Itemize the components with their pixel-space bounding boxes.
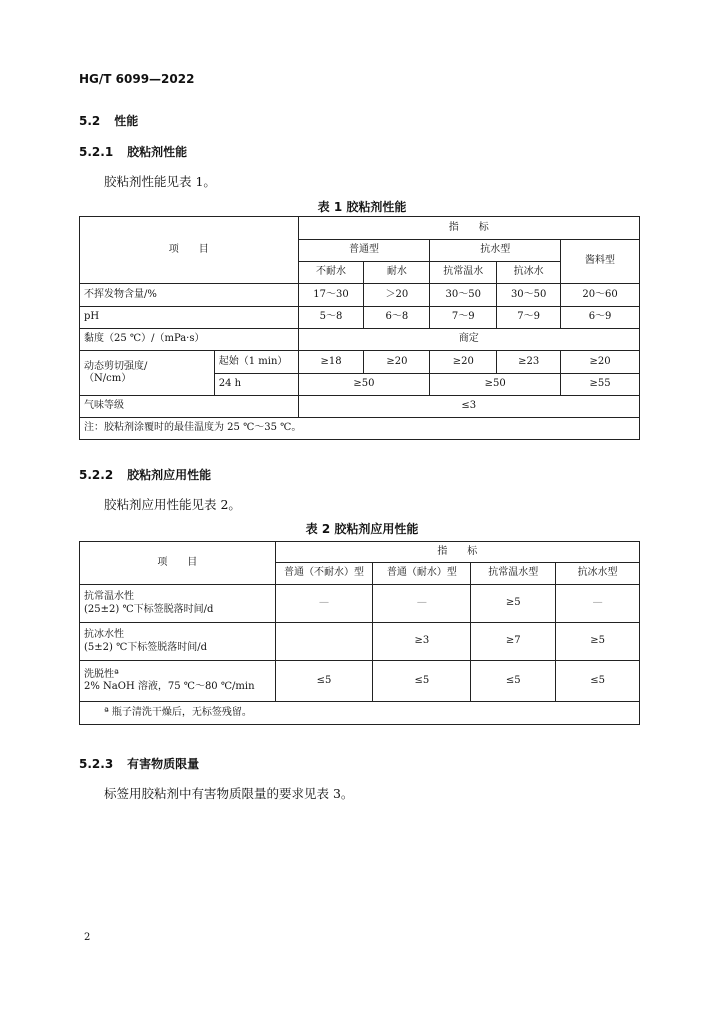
table-row: [80, 284, 640, 307]
row-sublabel: 起始（1 min）: [214, 351, 298, 374]
table-2: [79, 541, 640, 725]
standard-number: HG/T 6099—2022: [79, 72, 195, 86]
row-label: [80, 623, 276, 661]
t2-header-item: 项 目: [80, 542, 276, 585]
cell: ＞20: [364, 284, 430, 307]
t1-group-sauce: 酱料型: [561, 240, 640, 284]
t1-sub-col: 抗常温水: [430, 262, 497, 284]
cell: ≥20: [430, 351, 497, 374]
cell: 7～9: [497, 307, 561, 329]
table-row: [80, 585, 640, 623]
section-5-2-3-heading: [79, 755, 199, 772]
cell: ≥5: [471, 585, 556, 623]
cell: ≥50: [430, 374, 561, 396]
row-sublabel: 24 h: [214, 374, 298, 396]
row-label: [80, 661, 276, 702]
t1-sub-col: 不耐水: [298, 262, 364, 284]
cell: 20～60: [561, 284, 640, 307]
cell: 商定: [298, 329, 639, 351]
section-5-2-1-heading: [79, 143, 187, 160]
t1-sub-col: 抗冰水: [497, 262, 561, 284]
table-row: [80, 307, 640, 329]
section-title: 有害物质限量: [127, 757, 200, 771]
cell: 7～9: [430, 307, 497, 329]
section-5-2-2-text: 胶粘剂应用性能见表 2。: [104, 497, 241, 512]
section-5-2-3-text: 标签用胶粘剂中有害物质限量的要求见表 3。: [104, 786, 354, 801]
cell: ≥20: [561, 351, 640, 374]
row-label-line: 抗常温水性: [84, 591, 134, 602]
table-row: [80, 396, 640, 418]
t2-col-header: 普通（耐水）型: [373, 563, 471, 585]
cell: ≤5: [471, 661, 556, 702]
cell: —: [556, 585, 640, 623]
section-title: 性能: [114, 114, 139, 128]
row-label-line: 动态剪切强度/: [84, 360, 148, 372]
cell: ≥18: [298, 351, 364, 374]
t1-group-normal: 普通型: [298, 240, 430, 262]
table-2-footnote: ª 瓶子清洗干燥后，无标签残留。: [80, 702, 640, 725]
section-number: 5.2.1: [79, 145, 114, 159]
section-title: 胶粘剂性能: [127, 145, 188, 159]
section-5-2-heading: [79, 112, 138, 129]
row-label-line: (25±2) ℃下标签脱落时间/d: [84, 603, 214, 615]
row-label: 不挥发物含量/%: [80, 284, 299, 307]
table-1-note: 注：胶粘剂涂覆时的最佳温度为 25 ℃～35 ℃。: [80, 418, 640, 440]
row-label-line: 洗脱性ª: [84, 668, 119, 680]
section-number: 5.2.2: [79, 468, 114, 482]
cell: ≤5: [373, 661, 471, 702]
cell: 17～30: [298, 284, 364, 307]
t2-col-header: 普通（不耐水）型: [275, 563, 373, 585]
page-number: 2: [84, 932, 91, 943]
row-label-line: 抗冰水性: [84, 629, 124, 640]
row-label: 气味等级: [80, 396, 299, 418]
row-label: [80, 351, 215, 396]
table-row: [80, 661, 640, 702]
row-label-line: （N/cm）: [84, 373, 132, 384]
t1-header-index: 指 标: [298, 217, 639, 240]
cell: [275, 623, 373, 661]
cell: ≥3: [373, 623, 471, 661]
cell: ≥23: [497, 351, 561, 374]
cell: ≥5: [556, 623, 640, 661]
cell: ≤3: [298, 396, 639, 418]
cell: ≥55: [561, 374, 640, 396]
t2-col-header: 抗常温水型: [471, 563, 556, 585]
table-row: [80, 623, 640, 661]
row-label: pH: [80, 307, 299, 329]
cell: ≤5: [275, 661, 373, 702]
t1-sub-col: 耐水: [364, 262, 430, 284]
table-row: [80, 329, 640, 351]
row-label-line: 2% NaOH 溶液，75 ℃～80 ℃/min: [84, 681, 255, 692]
cell: —: [275, 585, 373, 623]
cell: ≥7: [471, 623, 556, 661]
cell: ≥20: [364, 351, 430, 374]
cell: —: [373, 585, 471, 623]
table-1: [79, 216, 640, 440]
t2-col-header: 抗冰水型: [556, 563, 640, 585]
cell: 30～50: [430, 284, 497, 307]
cell: 6～9: [561, 307, 640, 329]
row-label: [80, 585, 276, 623]
t2-header-index: 指 标: [275, 542, 639, 563]
section-5-2-1-text: 胶粘剂性能见表 1。: [104, 174, 216, 189]
cell: 5～8: [298, 307, 364, 329]
t1-group-water: 抗水型: [430, 240, 561, 262]
section-number: 5.2.3: [79, 757, 114, 771]
cell: ≥50: [298, 374, 430, 396]
t1-header-item: 项 目: [80, 217, 299, 284]
row-label: 黏度（25 ℃）/（mPa·s）: [80, 329, 299, 351]
section-5-2-2-heading: [79, 466, 211, 483]
cell: 6～8: [364, 307, 430, 329]
table-1-caption: 表 1 胶粘剂性能: [317, 200, 407, 214]
row-label-line: (5±2) ℃下标签脱落时间/d: [84, 641, 208, 653]
cell: ≤5: [556, 661, 640, 702]
section-number: 5.2: [79, 114, 101, 128]
cell: 30～50: [497, 284, 561, 307]
table-2-caption: 表 2 胶粘剂应用性能: [305, 522, 419, 536]
table-row: [80, 351, 640, 374]
section-title: 胶粘剂应用性能: [127, 468, 212, 482]
